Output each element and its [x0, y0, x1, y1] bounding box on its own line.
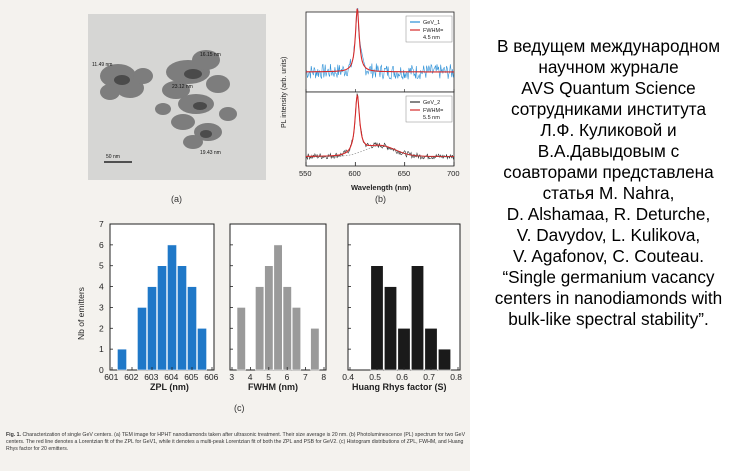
hist-x-tick-label: 602 [124, 372, 139, 382]
hist-x-tick-label: 606 [204, 372, 219, 382]
histograms [70, 210, 470, 428]
hist-x-tick-label: 7 [303, 372, 308, 382]
tem-label-2: 16.15 nm [200, 52, 221, 58]
news-line: D. Alshamaa, R. Deturche, [506, 204, 711, 224]
pl-spectrum-chart [278, 8, 463, 208]
hist-bar [177, 266, 186, 370]
hist-x-tick-label: 3 [229, 372, 235, 382]
histogram-group [99, 219, 462, 382]
hist-bar [265, 266, 274, 370]
hist-bar [292, 307, 301, 370]
hist-bar [197, 328, 206, 370]
pl-legend-label: 4.5 nm [423, 35, 440, 41]
panel-label-b: (b) [375, 194, 386, 204]
hist-x-tick-label: 8 [321, 372, 327, 382]
hist3-xlabel: Huang Rhys factor (S) [352, 382, 447, 392]
pl-x-tick-label: 600 [348, 169, 361, 178]
pl-legend-label: GeV_2 [423, 100, 441, 106]
hist-bar [237, 307, 246, 370]
tem-nanoparticles [88, 14, 266, 180]
pl-chart-group [299, 8, 460, 178]
hist-bar [398, 328, 410, 370]
hist-x-tick-label: 0.6 [396, 372, 409, 382]
hist-bar [384, 287, 396, 370]
pl-ylabel: PL intensity (arb. units) [281, 56, 288, 128]
hist-bar [371, 266, 383, 370]
hist-x-tick-label: 604 [164, 372, 179, 382]
news-line: centers in nanodiamonds with [494, 288, 723, 308]
hist-y-tick-label: 3 [99, 302, 104, 313]
pl-xlabel: Wavelength (nm) [351, 183, 412, 192]
news-line: “Single germanium vacancy [502, 267, 715, 287]
news-line: сотрудниками института [510, 99, 707, 119]
news-line: научном журнале [538, 57, 679, 77]
news-line: V. Agafonov, C. Couteau. [512, 246, 705, 266]
hist-bar [117, 349, 126, 370]
hist-x-tick-label: 605 [184, 372, 199, 382]
news-line: V. Davydov, L. Kulikova, [516, 225, 701, 245]
hist-x-tick-label: 6 [284, 372, 290, 382]
hist-bar [274, 245, 283, 370]
hist-x-tick-label: 601 [104, 372, 119, 382]
hist-y-tick-label: 5 [99, 260, 104, 271]
tem-label-4: 19.43 nm [200, 150, 221, 156]
hist-bar [157, 266, 166, 370]
pl-legend-label: FWHM= [423, 108, 444, 114]
hist-bar [311, 328, 320, 370]
hist-x-tick-label: 0.4 [342, 372, 355, 382]
hist-y-tick-label: 6 [99, 239, 104, 250]
tem-label-3: 23.12 nm [172, 84, 193, 90]
pl-legend-label: FWHM= [423, 28, 444, 34]
hist-x-tick-label: 5 [266, 372, 271, 382]
tem-image [88, 14, 266, 180]
hist-y-tick-label: 1 [99, 344, 104, 355]
hist-x-tick-label: 603 [144, 372, 159, 382]
hist-ylabel: Nb of emitters [76, 287, 86, 340]
hist-y-tick-label: 2 [99, 323, 104, 334]
hist-bar [425, 328, 437, 370]
news-line: В.А.Давыдовым с [537, 141, 680, 161]
news-line: AVS Quantum Science [521, 78, 696, 98]
news-line: Л.Ф. Куликовой и [540, 120, 677, 140]
hist-bar [147, 287, 156, 370]
hist1-xlabel: ZPL (nm) [150, 382, 189, 392]
news-line: В ведущем международном [496, 36, 721, 56]
hist-bar [411, 266, 423, 370]
hist-bar [438, 349, 450, 370]
news-line: статья M. Nahra, [542, 183, 675, 203]
panel-label-c: (c) [234, 403, 245, 413]
hist-y-tick-label: 7 [99, 219, 104, 229]
pl-legend-label: GeV_1 [423, 20, 441, 26]
hist2-xlabel: FWHM (nm) [248, 382, 298, 392]
scale-bar-label: 50 nm [106, 154, 120, 160]
tem-label-1: 11.49 nm [92, 62, 113, 68]
hist-x-tick-label: 0.7 [423, 372, 436, 382]
hist-bar [255, 287, 264, 370]
hist-bar [137, 307, 146, 370]
hist-x-tick-label: 0.8 [450, 372, 463, 382]
pl-legend-label: 5.5 nm [423, 115, 440, 121]
figure-caption [6, 432, 470, 454]
panel-label-a: (a) [171, 194, 182, 204]
hist-bar [187, 287, 196, 370]
news-line: bulk-like spectral stability”. [508, 309, 709, 329]
pl-x-tick-label: 550 [299, 169, 312, 178]
hist-bar [283, 287, 292, 370]
hist-y-tick-label: 0 [99, 365, 104, 375]
caption-lead: Fig. 1. [6, 432, 21, 438]
hist-bar [167, 245, 176, 370]
news-text [472, 36, 745, 330]
pl-x-tick-label: 700 [447, 169, 460, 178]
pl-x-tick-label: 650 [397, 169, 411, 178]
hist-x-tick-label: 4 [247, 372, 253, 382]
hist-y-tick-label: 4 [99, 281, 104, 292]
caption-text: Characterization of single GeV centers. (a) TEM image for HPHT nanodiamonds taken after ultrasonic treatment. Their size average is 20 nm. (b) Photoluminescence (PL) spectrum for two GeV centers. The red line denotes a Lorentzian fit of the ZPL for GeV1, while it denotes a multi-peak Lorentzian fit of both the ZPL and PSB for GeV2. (c) Histogram distributions of ZPL, FWHM, and Huang Rhys factor for 20 emitters. [6, 432, 466, 453]
hist-x-tick-label: 0.5 [369, 372, 382, 382]
news-line: соавторами представлена [503, 162, 714, 182]
